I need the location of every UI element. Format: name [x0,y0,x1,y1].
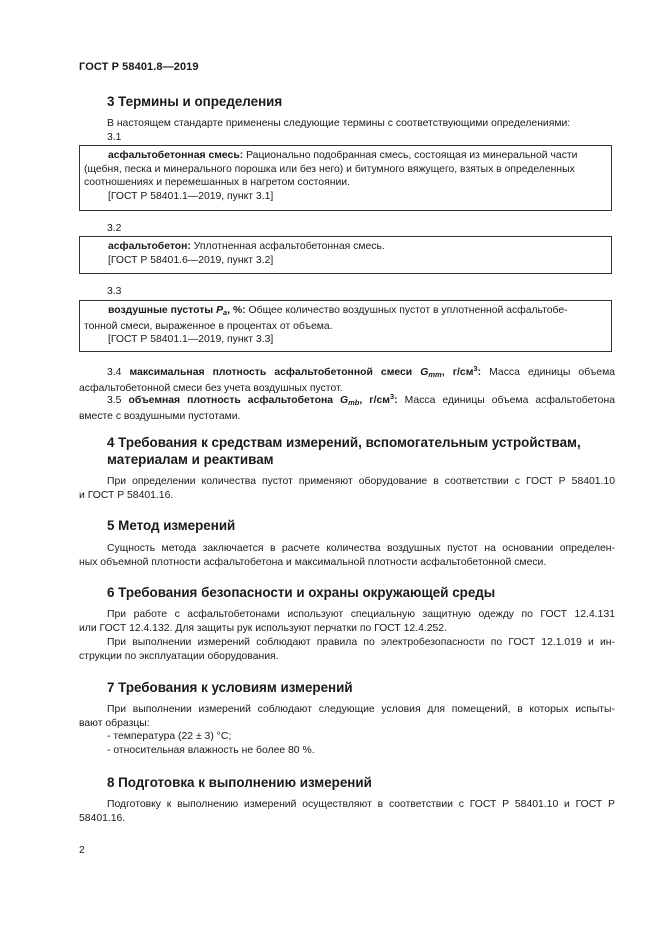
term-3-2-def: Уплотненная асфальтобетонная смесь. [190,241,385,252]
list-item-temperature: - температура (22 ± 3) °С; [107,731,232,742]
section-8-title: 8 Подготовка к выполнению измерений [107,775,372,790]
term-3-3-box [79,300,612,352]
term-3-1-term: асфальтобетонная смесь: [108,150,244,161]
section-6-para-2 [79,636,615,663]
term-3-3-source: [ГОСТ Р 58401.1—2019, пункт 3.3] [108,334,274,346]
section-8-para-line-1: Подготовку к выполнению измерений осуществляют в соответствии с ГОСТ Р 58401.10 и ГОСТ Р [107,799,615,810]
term-3-5-unit: , г/см [359,395,390,406]
section-3-intro: В настоящем стандарте применены следующие термины с соответствующими определениями: [107,118,571,129]
term-3-4-unit-sup: 3 [473,364,478,373]
section-4-para-line-1: При определении количества пустот применяют оборудование в соответствии с ГОСТ Р 58401.10 [107,476,615,487]
section-4-title-line-2: материалам и реактивам [107,452,274,467]
term-3-5-term-text: объемная плотность асфальтобетона [128,395,341,406]
list-item-humidity: - относительная влажность не более 80 %. [107,744,315,756]
term-3-3-term-text: воздушные пустоты [108,305,217,316]
term-3-5-term [128,392,398,407]
term-3-4-unit: , г/см [441,367,474,378]
term-3-4-colon: : [477,367,482,378]
term-3-4-number: 3.4 [107,367,130,378]
term-3-4-line-1 [79,362,615,382]
section-8-para-line-2: 58401.16. [79,812,126,824]
term-3-4-symbol-sub: mm [428,370,442,379]
section-6-para-1 [79,608,615,635]
section-5-para-line-2: ных объемной плотности асфальтобетона и максимальной плотности асфальтобетонной смеси. [79,556,547,568]
section-5-para [79,542,615,569]
section-7-title: 7 Требования к условиям измерений [107,680,353,695]
section-8-para [79,798,615,825]
term-3-3-def-2: тонной смеси, выраженное в процентах от объема. [84,320,333,332]
section-6-para-1-line-2: или ГОСТ 12.4.132. Для защиты рук используют перчатки по ГОСТ 12.4.252. [79,622,447,634]
section-5-para-line-1: Сущность метода заключается в расчете количества воздушных пустот на основании определен- [107,543,615,554]
term-3-2-source: [ГОСТ Р 58401.6—2019, пункт 3.2] [108,254,274,266]
term-3-4-symbol: G [420,367,429,378]
section-7-para-line-1: При выполнении измерений соблюдают следующие условия для помещений, в которых испыты- [107,704,615,715]
term-3-5-symbol-sub: mb [348,398,360,407]
term-3-1-box [79,145,612,211]
term-3-3-number: 3.3 [107,286,122,297]
section-5-title: 5 Метод измерений [107,518,236,533]
term-3-5 [79,390,615,423]
section-7-para [79,703,615,730]
term-3-1-def-2: (щебня, песка и минерального порошка или без него) и битумного вяжущего, взятых в определенных [84,163,575,175]
section-7-list [107,730,315,757]
term-3-5-colon: : [394,395,398,406]
term-3-5-line-1 [79,390,615,410]
section-6-para-2-line-2: струкции по эксплуатации оборудования. [79,650,279,662]
section-6-para-1-line-1: При работе с асфальтобетонами используют специальную защитную одежду по ГОСТ 12.4.131 [107,609,615,620]
section-6-para-2-line-1: При выполнении измерений соблюдают правила по электробезопасности по ГОСТ 12.1.019 и ин- [107,637,615,648]
section-4-para-line-2: и ГОСТ Р 58401.16. [79,489,174,501]
term-3-3-symbol: P [216,305,224,316]
term-3-2-box [79,236,612,274]
term-3-3-term [108,305,246,316]
section-4-para [79,475,615,502]
term-3-3-line-1 [84,304,607,320]
term-3-5-unit-sup: 3 [389,392,395,401]
term-3-5-def-1: Масса единицы объема асфальтобетона [397,395,615,406]
term-3-5-symbol: G [340,395,349,406]
section-6-title: 6 Требования безопасности и охраны окружающей среды [107,585,496,600]
term-3-1-source: [ГОСТ Р 58401.1—2019, пункт 3.1] [108,190,274,202]
term-3-4-term [129,364,482,379]
term-3-1-def-3: соотношениях и перемешанных в нагретом состоянии. [84,177,350,189]
term-3-4-def-1: Масса единицы объема [481,367,616,378]
term-3-5-def-2: вместе с воздушными пустотами. [79,410,241,422]
term-3-5-number: 3.5 [107,395,129,406]
term-3-1-def-1: Рационально подобранная смесь, состоящая из минеральной части [243,150,578,161]
page-number: 2 [79,845,85,856]
term-3-2-number: 3.2 [107,223,122,234]
section-4-title-line-1: 4 Требования к средствам измерений, вспомогательным устройствам, [107,435,581,450]
section-3-title: 3 Термины и определения [107,94,283,109]
section-7-para-line-2: вают образцы: [79,717,150,729]
running-header: ГОСТ Р 58401.8—2019 [79,61,199,73]
term-3-4-term-text: максимальная плотность асфальтобетонной смеси [129,367,421,378]
term-3-4-def-2: асфальтобетонной смеси без учета воздушных пустот. [79,382,343,394]
term-3-3-unit: , %: [227,305,246,316]
term-3-1-line-1 [84,149,607,163]
term-3-1-number: 3.1 [107,132,122,143]
term-3-3-symbol-sub: a [223,308,228,317]
term-3-3-def-1: Общее количество воздушных пустот в уплотненной асфальтобе- [245,305,568,316]
term-3-2-line-1 [84,240,607,254]
term-3-2-term: асфальтобетон: [108,241,191,252]
